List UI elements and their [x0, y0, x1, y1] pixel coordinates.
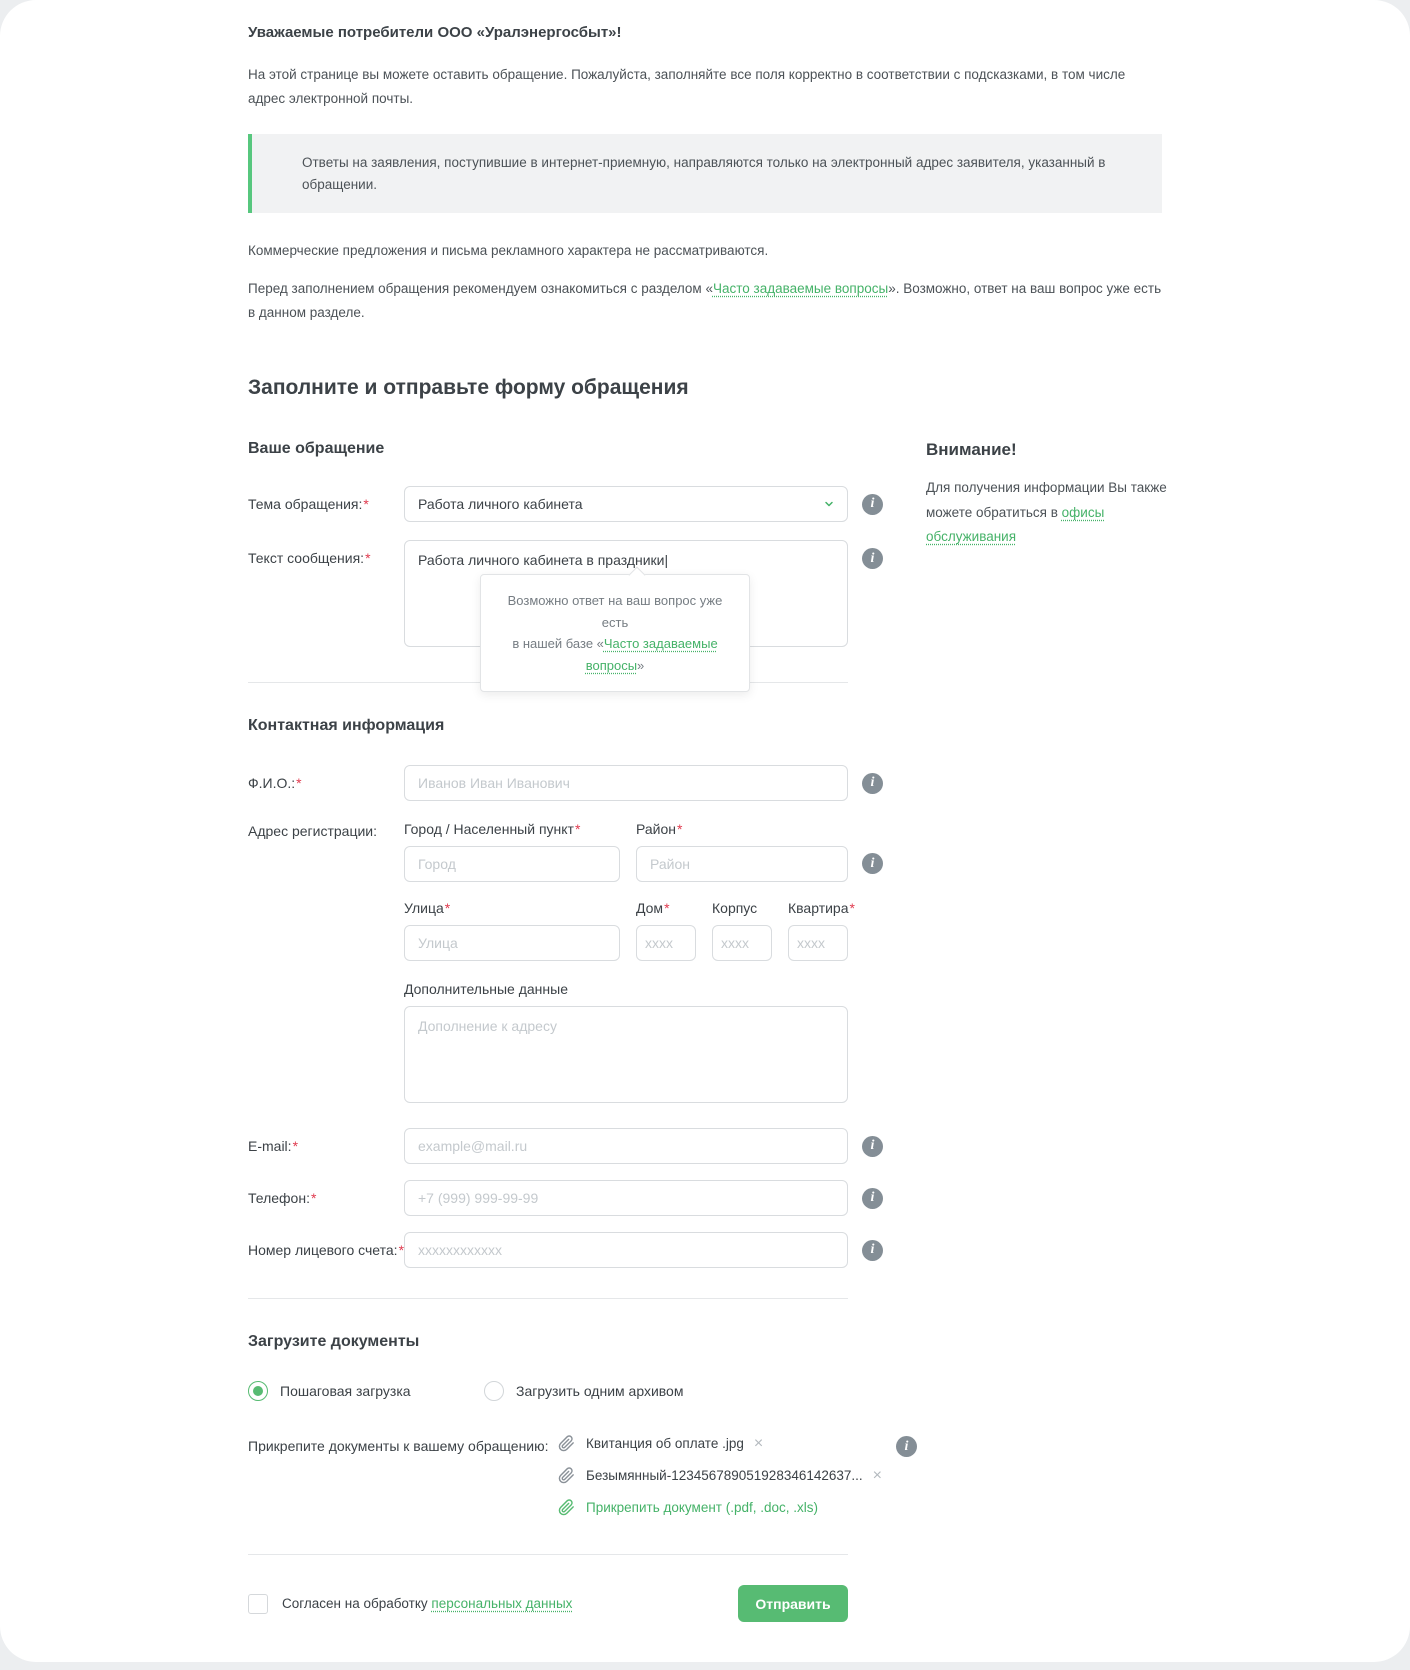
upload-mode-radios [248, 1381, 848, 1401]
form-title: Заполните и отправьте форму обращения [248, 376, 689, 400]
attach-link-label: Прикрепить документ (.pdf, .doc, .xls) [586, 1500, 818, 1516]
message-row [248, 540, 875, 673]
attachments-info-icon[interactable]: i [896, 1436, 917, 1457]
faq-link[interactable]: Часто задаваемые вопросы [712, 281, 889, 297]
form-column [248, 440, 909, 1622]
topic-select-value: Работа личного кабинета [418, 496, 583, 513]
building-input[interactable] [712, 925, 772, 961]
apartment-input[interactable] [788, 925, 848, 961]
separator [248, 1554, 848, 1555]
email-input[interactable] [404, 1128, 848, 1164]
extra-label: Дополнительные данные [404, 981, 568, 998]
required-marker: * [310, 1190, 317, 1207]
paperclip-icon [558, 1499, 575, 1516]
account-input[interactable] [404, 1232, 848, 1268]
commercial-text: Коммерческие предложения и письма рекламного характера не рассматриваются. [248, 243, 769, 259]
paperclip-icon [558, 1435, 575, 1452]
apartment-label: Квартира* [788, 900, 855, 917]
radio-selected-icon [248, 1381, 268, 1401]
topic-row [248, 486, 875, 522]
tooltip-line1: Возможно ответ на ваш вопрос уже есть [507, 593, 723, 630]
district-label: Район* [636, 821, 683, 838]
consent-text: Согласен на обработку персональных данных [282, 1596, 573, 1612]
radio-unselected-icon [484, 1381, 504, 1401]
account-info-icon[interactable]: i [862, 1240, 883, 1261]
attached-file [558, 1467, 882, 1484]
street-label: Улица* [404, 900, 451, 917]
city-label: Город / Населенный пункт* [404, 821, 581, 838]
attach-document-link[interactable] [558, 1499, 882, 1516]
account-row [248, 1232, 875, 1268]
message-label: Текст сообщения:* [248, 550, 371, 567]
district-input[interactable] [636, 846, 848, 882]
house-input[interactable] [636, 925, 696, 961]
building-label: Корпус [712, 900, 758, 917]
chevron-down-icon [823, 498, 835, 510]
radio-step-label: Пошаговая загрузка [280, 1383, 411, 1400]
account-label: Номер лицевого счета:* [248, 1242, 405, 1259]
file-name: Квитанция об оплате .jpg [586, 1436, 744, 1452]
contact-section-title: Контактная информация [248, 717, 445, 735]
address-street-row [404, 900, 884, 961]
remove-file-icon[interactable]: × [753, 1434, 764, 1452]
house-label: Дом* [636, 900, 670, 917]
tooltip-prefix: в нашей базе « [512, 636, 604, 652]
paperclip-icon [558, 1467, 575, 1484]
file-list [558, 1435, 882, 1516]
faq-tooltip [480, 574, 750, 692]
phone-row [248, 1180, 875, 1216]
required-marker: * [398, 1242, 405, 1259]
remove-file-icon[interactable]: × [872, 1466, 882, 1484]
topic-label: Тема обращения:* [248, 496, 369, 513]
attention-text: Для получения информации Вы также можете обратиться в офисы обслуживания [926, 480, 1167, 544]
topic-info-icon[interactable]: i [862, 494, 883, 515]
required-marker: * [292, 1138, 299, 1155]
notice-text: Ответы на заявления, поступившие в интернет-приемную, направляются только на электронный адрес заявителя, указанный в обращении. [302, 155, 1106, 192]
fio-input[interactable] [404, 765, 848, 801]
topic-select[interactable] [404, 486, 848, 522]
submit-button[interactable]: Отправить [738, 1585, 848, 1622]
fio-info-icon[interactable]: i [862, 773, 883, 794]
phone-info-icon[interactable]: i [862, 1188, 883, 1209]
file-name: Безымянный-123456789051928346142637... [586, 1468, 863, 1484]
faq-text-suffix: ». Возможно, ответ на ваш вопрос уже есть в данном разделе. [248, 281, 1162, 320]
tooltip-suffix: » [637, 657, 645, 673]
required-marker: * [574, 821, 581, 838]
attention-title: Внимание! [926, 440, 1017, 460]
address-info-icon[interactable]: i [862, 853, 883, 874]
intro-text: На этой странице вы можете оставить обращение. Пожалуйста, заполняйте все поля корректно в соответствии с подсказками, в том числе адрес электронной почты. [248, 67, 1126, 106]
footer-row [248, 1585, 848, 1622]
extra-textarea[interactable] [404, 1006, 848, 1103]
address-city-district-row [404, 821, 884, 882]
required-marker: * [296, 775, 302, 792]
personal-data-link[interactable]: персональных данных [431, 1596, 573, 1612]
email-info-icon[interactable]: i [862, 1136, 883, 1157]
address-extra-block [404, 981, 884, 1108]
radio-archive-label: Загрузить одним архивом [516, 1383, 684, 1400]
address-row [248, 821, 875, 1108]
attachments-row [248, 1434, 909, 1516]
radio-step-upload[interactable] [248, 1381, 484, 1401]
street-input[interactable] [404, 925, 620, 961]
appeal-section-title: Ваше обращение [248, 440, 385, 458]
city-input[interactable] [404, 846, 620, 882]
required-marker: * [664, 900, 670, 917]
phone-input[interactable] [404, 1180, 848, 1216]
required-marker: * [365, 550, 371, 567]
attach-label: Прикрепите документы к вашему обращению: [248, 1438, 549, 1455]
notice-box [248, 134, 1162, 213]
faq-text-prefix: Перед заполнением обращения рекомендуем ознакомиться с разделом « [248, 281, 713, 297]
attention-panel [926, 440, 1168, 549]
email-row [248, 1128, 875, 1164]
address-label: Адрес регистрации: [248, 823, 378, 840]
consent-checkbox[interactable] [248, 1594, 268, 1614]
attached-file [558, 1435, 882, 1452]
required-marker: * [849, 900, 855, 917]
tooltip-faq-link[interactable]: Часто задаваемые вопросы [585, 636, 718, 673]
separator [248, 1298, 848, 1299]
faq-paragraph [248, 277, 1162, 324]
radio-archive-upload[interactable] [484, 1381, 683, 1401]
message-info-icon[interactable]: i [862, 548, 883, 569]
intro-heading: Уважаемые потребители ООО «Уралэнергосбыт»! [248, 24, 622, 41]
documents-section-title: Загрузите документы [248, 1333, 420, 1351]
required-marker: * [677, 821, 683, 838]
phone-label: Телефон:* [248, 1190, 317, 1207]
email-label: E-mail:* [248, 1138, 299, 1155]
fio-row [248, 765, 875, 801]
fio-label: Ф.И.О.:* [248, 775, 302, 792]
offices-link[interactable]: офисы обслуживания [926, 504, 1105, 544]
required-marker: * [363, 496, 369, 513]
required-marker: * [444, 900, 451, 917]
